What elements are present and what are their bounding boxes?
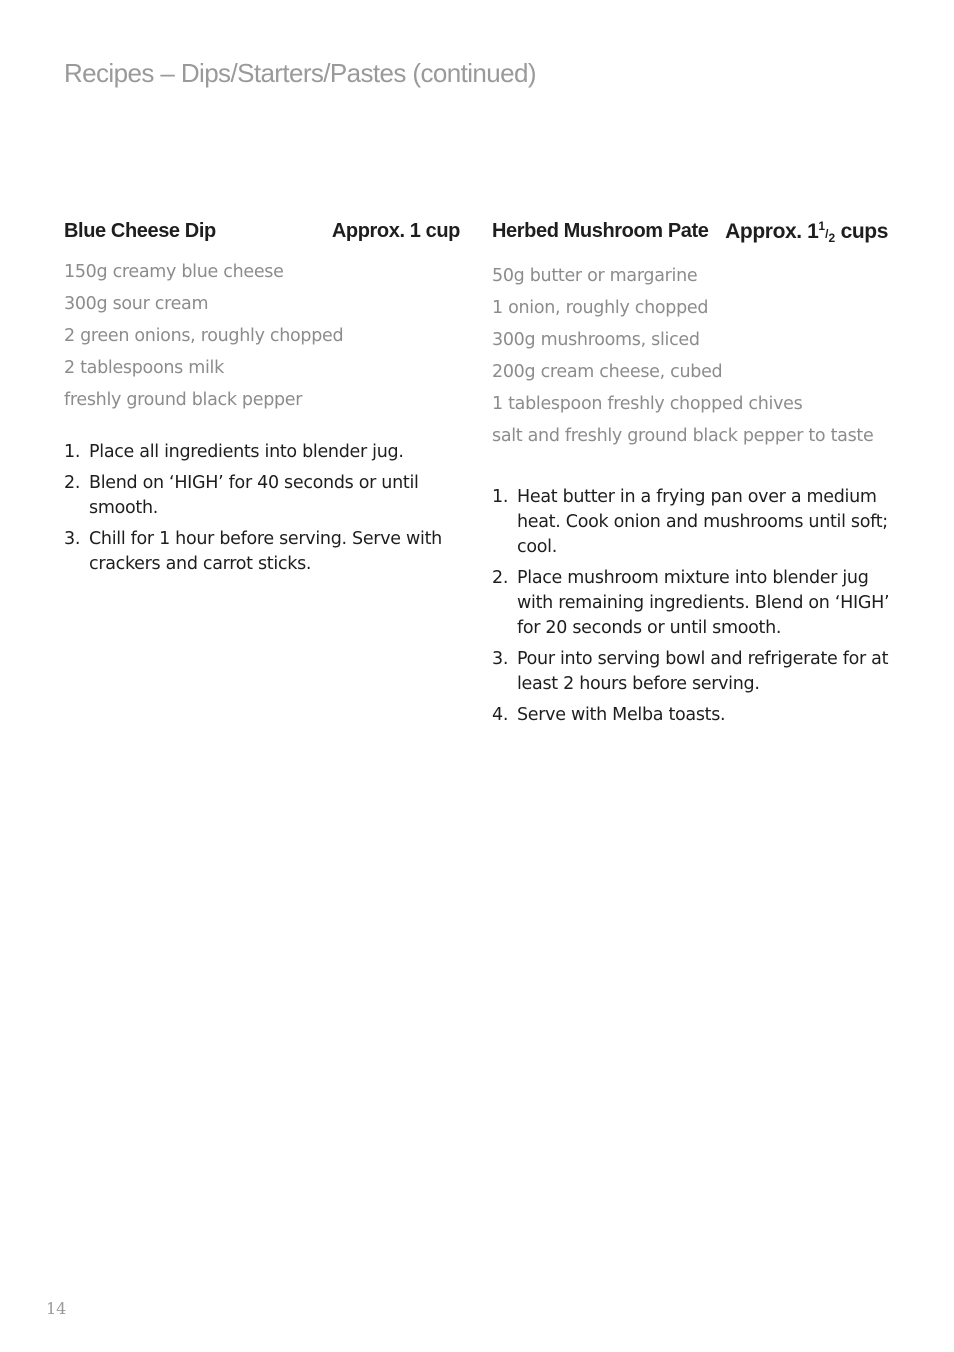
recipe-yield: Approx. 1 cup xyxy=(331,220,460,242)
step-number: 2. xyxy=(64,473,81,493)
method-step xyxy=(64,440,464,465)
step-text: Place all ingredients into blender jug. xyxy=(89,442,404,462)
method-step xyxy=(492,485,892,560)
ingredient-item: 300g sour cream xyxy=(64,294,209,314)
method-step xyxy=(492,566,892,641)
step-text: Pour into serving bowl and refrigerate for at least 2 hours before serving. xyxy=(517,649,889,694)
step-number: 3. xyxy=(64,529,81,549)
method-step xyxy=(64,527,464,577)
step-text: Place mushroom mixture into blender jug with remaining ingredients. Blend on ‘HIGH’ for 20 seconds or until smooth. xyxy=(517,568,890,638)
step-number: 1. xyxy=(492,487,509,507)
recipe-name: Blue Cheese Dip xyxy=(64,220,216,242)
page-title: Recipes – Dips/Starters/Pastes (continued) xyxy=(64,58,536,88)
step-text: Chill for 1 hour before serving. Serve with crackers and carrot sticks. xyxy=(89,529,442,574)
ingredient-item: 150g creamy blue cheese xyxy=(64,262,284,282)
yield-prefix: Approx. 1 xyxy=(725,220,819,243)
recipe-header xyxy=(492,220,892,250)
ingredient-item: freshly ground black pepper xyxy=(64,390,303,410)
page-number: 14 xyxy=(46,1299,67,1318)
step-number: 1. xyxy=(64,442,81,462)
yield-unit: cups xyxy=(840,220,888,243)
ingredient-item: 2 green onions, roughly chopped xyxy=(64,326,344,346)
ingredient-item: 1 onion, roughly chopped xyxy=(492,298,709,318)
ingredient-item: 2 tablespoons milk xyxy=(64,358,224,378)
ingredient-list xyxy=(64,256,464,416)
method-step xyxy=(64,471,464,521)
fraction-numerator: 1 xyxy=(818,219,826,233)
method-steps xyxy=(64,440,464,577)
step-text: Serve with Melba toasts. xyxy=(517,705,726,725)
fraction-separator: / xyxy=(825,227,829,241)
step-text: Blend on ‘HIGH’ for 40 seconds or until smooth. xyxy=(89,473,419,518)
method-step xyxy=(492,703,892,728)
step-number: 2. xyxy=(492,568,509,588)
method-step xyxy=(492,647,892,697)
step-number: 4. xyxy=(492,705,509,725)
recipe-yield xyxy=(725,220,888,244)
recipe-herbed-mushroom-pate xyxy=(492,220,892,734)
step-number: 3. xyxy=(492,649,509,669)
recipe-header xyxy=(64,220,464,250)
yield-fraction xyxy=(818,219,835,245)
ingredient-item: 200g cream cheese, cubed xyxy=(492,362,723,382)
ingredient-item: 300g mushrooms, sliced xyxy=(492,330,700,350)
recipe-name: Herbed Mushroom Pate xyxy=(492,220,709,242)
ingredient-item: salt and freshly ground black pepper to taste xyxy=(492,426,874,446)
step-text: Heat butter in a frying pan over a medium heat. Cook onion and mushrooms until soft; cool. xyxy=(517,487,888,557)
ingredient-item: 50g butter or margarine xyxy=(492,266,698,286)
ingredient-item: 1 tablespoon freshly chopped chives xyxy=(492,394,803,414)
ingredient-list xyxy=(492,260,892,452)
fraction-denominator: 2 xyxy=(828,231,836,245)
recipe-blue-cheese-dip xyxy=(64,220,464,583)
method-steps xyxy=(492,485,892,728)
